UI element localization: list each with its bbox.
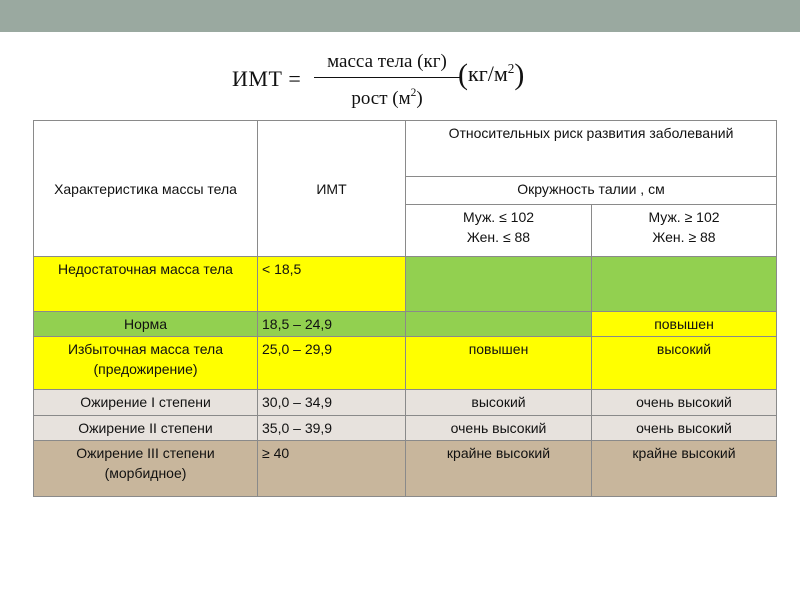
- row-risk-low: высокий: [406, 390, 592, 416]
- row-name: Норма: [34, 312, 258, 337]
- row-name: Ожирение III степени (морбидное): [34, 441, 258, 497]
- header-bmi: ИМТ: [258, 121, 406, 257]
- formula-fraction: [312, 50, 462, 111]
- row-bmi: 30,0 – 34,9: [258, 390, 406, 416]
- formula-unit: $(кг/м^2)$: [458, 58, 525, 91]
- row-name: Недостаточная масса тела: [34, 257, 258, 312]
- header-risk: Относительных риск развития заболеваний: [406, 121, 777, 177]
- row-bmi: ≥ 40: [258, 441, 406, 497]
- table-row: [34, 257, 777, 312]
- row-risk-low: повышен: [406, 337, 592, 390]
- formula-lhs: ИМТ =: [232, 66, 302, 91]
- table-row: [34, 390, 777, 416]
- row-risk-high: очень высокий: [592, 390, 777, 416]
- row-risk-high: высокий: [592, 337, 777, 390]
- row-risk-low: [406, 312, 592, 337]
- header-waist-high: Муж. ≥ 102 Жен. ≥ 88: [592, 205, 777, 257]
- row-risk-high: крайне высокий: [592, 441, 777, 497]
- row-risk-high: [592, 257, 777, 312]
- header-characteristic: Характеристика массы тела: [34, 121, 258, 257]
- row-name: Ожирение II степени: [34, 416, 258, 441]
- row-bmi: 18,5 – 24,9: [258, 312, 406, 337]
- row-risk-high: повышен: [592, 312, 777, 337]
- row-name: Ожирение I степени: [34, 390, 258, 416]
- fraction-bar: [314, 77, 460, 78]
- bmi-formula: [232, 50, 552, 120]
- header-waist: Окружность талии , см: [406, 177, 777, 205]
- row-bmi: < 18,5: [258, 257, 406, 312]
- bmi-table: [33, 120, 777, 497]
- table-row: [34, 337, 777, 390]
- table-row: [34, 441, 777, 497]
- row-risk-low: крайне высокий: [406, 441, 592, 497]
- row-risk-low: очень высокий: [406, 416, 592, 441]
- top-bar: [0, 0, 800, 32]
- formula-denominator: рост $(м^2)$: [351, 87, 423, 109]
- row-bmi: 25,0 – 29,9: [258, 337, 406, 390]
- table-row: [34, 416, 777, 441]
- formula-numerator: масса тела (кг): [327, 51, 447, 72]
- table-row: [34, 312, 777, 337]
- row-bmi: 35,0 – 39,9: [258, 416, 406, 441]
- row-risk-low: [406, 257, 592, 312]
- row-risk-high: очень высокий: [592, 416, 777, 441]
- header-waist-low: Муж. ≤ 102 Жен. ≤ 88: [406, 205, 592, 257]
- row-name: Избыточная масса тела (предожирение): [34, 337, 258, 390]
